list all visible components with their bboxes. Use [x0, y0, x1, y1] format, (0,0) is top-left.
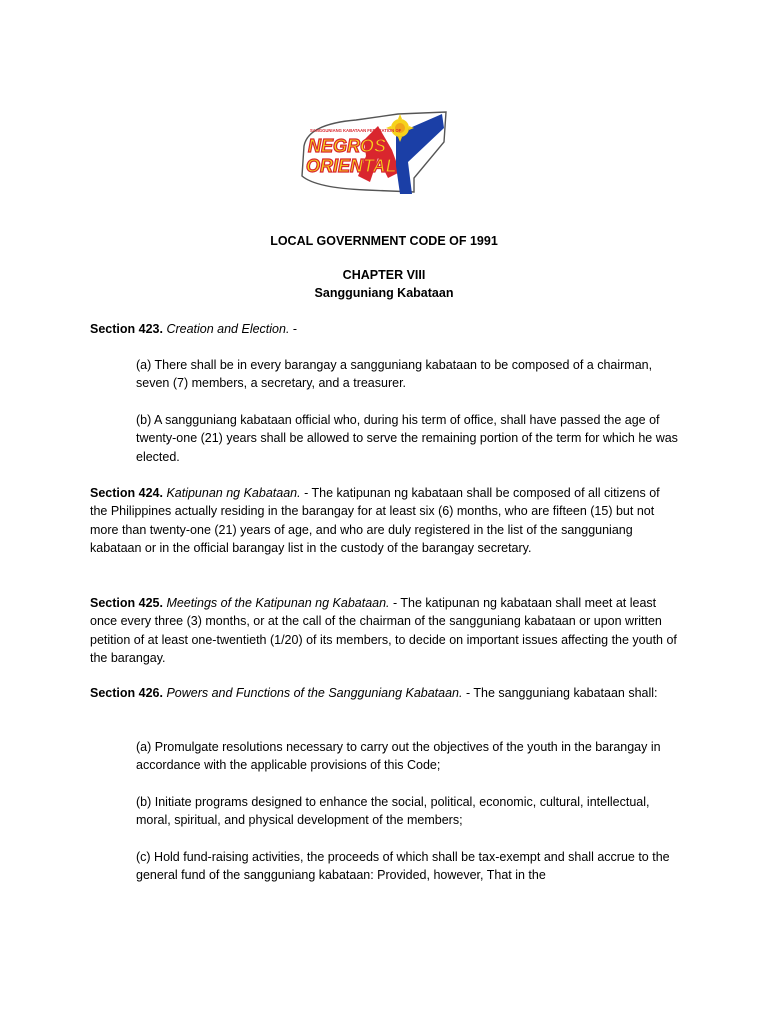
section-426-body: - The sangguniang kabataan shall: [462, 686, 658, 700]
section-423-clause-b: (b) A sangguniang kabataan official who, during his term of office, shall have passed the age of twenty-one (21) years shall be allowed to serve the remaining portion of the term for which he was elected. [136, 413, 678, 464]
section-423-title: Creation and Election. [166, 322, 290, 336]
logo-word-negros: NEGROS [308, 136, 387, 156]
section-425-title: Meetings of the Katipunan ng Kabataan. [166, 596, 390, 610]
section-425 [90, 594, 680, 668]
section-424 [90, 484, 680, 558]
section-423-heading [90, 320, 680, 338]
negros-oriental-sk-logo [296, 106, 450, 198]
section-423-dash: - [289, 322, 298, 336]
section-423-label: Section 423. [90, 322, 163, 336]
code-title: LOCAL GOVERNMENT CODE OF 1991 [270, 234, 498, 248]
section-426-clause-b: (b) Initiate programs designed to enhance the social, political, economic, cultural, intellectual, moral, spiritual, and physical development of the members; [136, 795, 650, 828]
section-424-label: Section 424. [90, 486, 163, 500]
section-424-title: Katipunan ng Kabataan. [166, 486, 301, 500]
section-423-clause-a: (a) There shall be in every barangay a sangguniang kabataan to be composed of a chairman, seven (7) members, a secretary, and a treasurer. [136, 358, 653, 391]
section-425-label: Section 425. [90, 596, 163, 610]
section-426-label: Section 426. [90, 686, 163, 700]
logo-word-oriental: ORIENTAL [306, 156, 397, 176]
chapter-number: CHAPTER VIII [342, 268, 426, 282]
logo-arc-text: SANGGUNIANG KABATAAN FEDERATION OF [310, 128, 402, 133]
section-426-title: Powers and Functions of the Sangguniang Kabataan. [166, 686, 463, 700]
section-426-clause-c: (c) Hold fund-raising activities, the proceeds of which shall be tax-exempt and shall accrue to the general fund of the sangguniang kabataan: Provided, however, That in the [136, 850, 670, 883]
section-426 [90, 684, 680, 702]
chapter-title: Sangguniang Kabataan [314, 286, 454, 300]
section-424-body: - The katipunan ng kabataan shall be composed of all citizens of the Philippines actually residing in the barangay for at least six (6) months, who are fifteen (15) but not more than twenty-one (21) years of age, and who are duly registered in the list of the sangguniang kabataan or in the official barangay list in the custody of the barangay secretary. [90, 486, 660, 556]
section-426-clause-a: (a) Promulgate resolutions necessary to carry out the objectives of the youth in the barangay in accordance with the applicable provisions of this Code; [136, 740, 661, 773]
section-425-body: - The katipunan ng kabataan shall meet at least once every three (3) months, or at the call of the chairman of the sangguniang kabataan or upon written petition of at least one-twentieth (1/20) of its members, to decide on important issues affecting the youth of the barangay. [90, 596, 677, 666]
